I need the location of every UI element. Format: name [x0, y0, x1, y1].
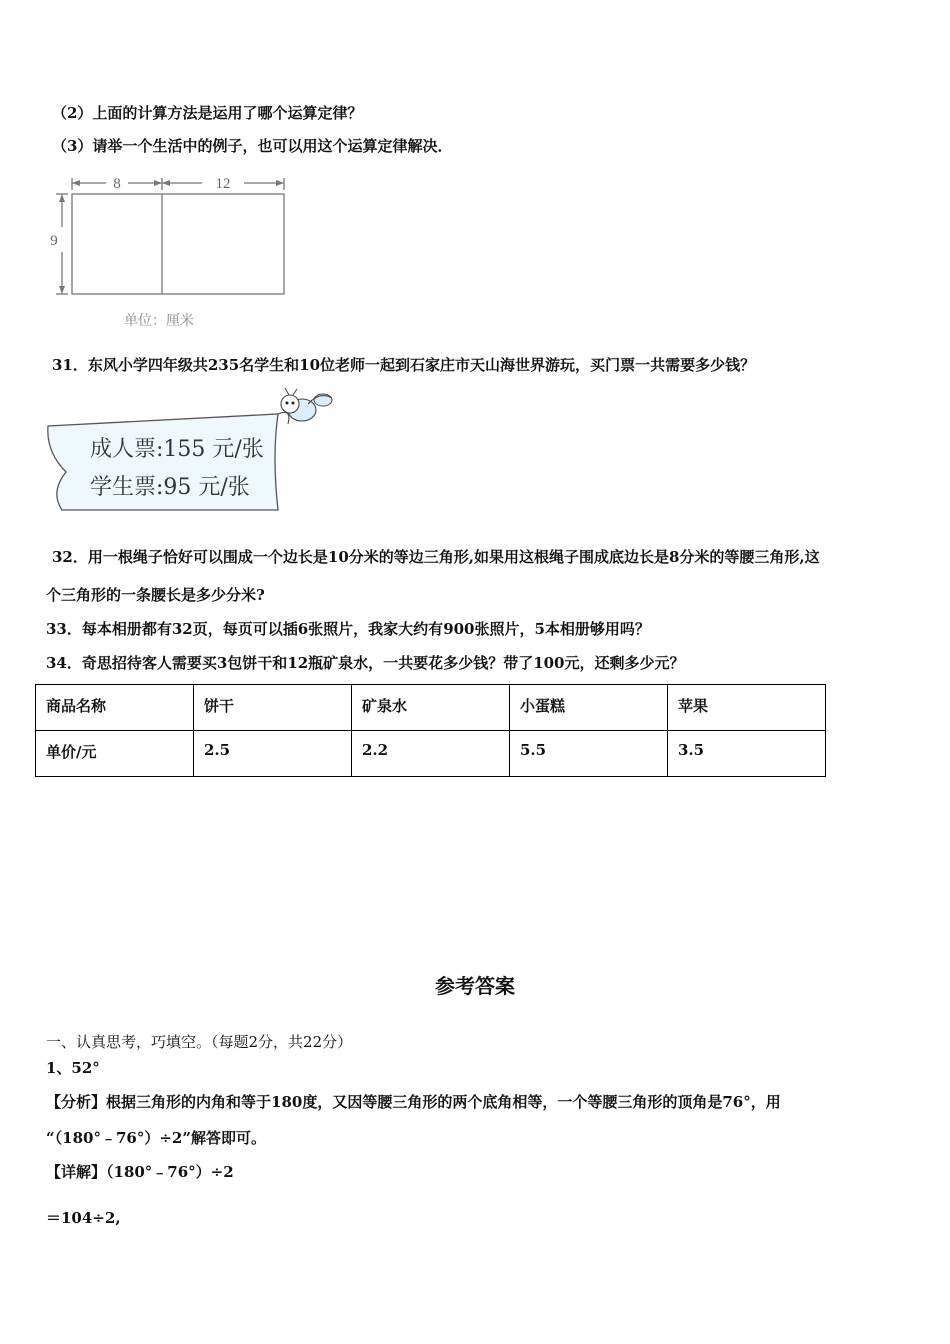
table-cell: 饼干	[194, 685, 352, 731]
table-cell: 2.2	[352, 731, 510, 777]
student-ticket-price: 学生票:95 元/张	[90, 475, 250, 500]
table-cell: 苹果	[668, 685, 826, 731]
question-31: 31．东风小学四年级共235名学生和10位老师一起到石家庄市天山海世界游玩，买门票一共需要多少钱？	[52, 356, 756, 374]
question-32-line-2: 个三角形的一条腰长是多少分米?	[46, 586, 265, 604]
table-row	[36, 685, 826, 731]
table-cell: 5.5	[510, 731, 668, 777]
height-label: 9	[50, 233, 58, 249]
rectangle-diagram	[44, 170, 294, 335]
table-cell: 商品名称	[36, 685, 194, 731]
question-33: 33．每本相册都有32页，每页可以插6张照片，我家大约有900张照片，5本相册够用吗？	[46, 620, 650, 638]
price-table	[35, 684, 826, 777]
width-label-right: 12	[215, 176, 231, 192]
answers-section-1: 一、认真思考，巧填空。（每题2分，共22分）	[46, 1033, 353, 1051]
question-30-part-2: （2）上面的计算方法是运用了哪个运算定律？	[52, 104, 363, 122]
answers-title: 参考答案	[435, 974, 515, 998]
adult-ticket-price: 成人票:155 元/张	[90, 437, 264, 462]
answer-step: ＝104÷2,	[46, 1209, 121, 1227]
table-row	[36, 731, 826, 777]
unit-label: 单位：厘米	[124, 313, 194, 329]
answer-1: 1、52°	[46, 1059, 100, 1077]
table-cell: 小蛋糕	[510, 685, 668, 731]
table-cell: 3.5	[668, 731, 826, 777]
ticket-price-sign	[40, 386, 345, 516]
answer-analysis-line-1: 【分析】根据三角形的内角和等于180度，又因等腰三角形的两个底角相等，一个等腰三角形的顶角是76°，用	[46, 1093, 781, 1111]
table-cell: 2.5	[194, 731, 352, 777]
question-30-part-3: （3）请举一个生活中的例子，也可以用这个运算定律解决．	[52, 137, 453, 155]
question-32-line-1: 32．用一根绳子恰好可以围成一个边长是10分米的等边三角形,如果用这根绳子围成底边长是8分米的等腰三角形,这	[52, 548, 820, 566]
table-cell: 单价/元	[36, 731, 194, 777]
table-cell: 矿泉水	[352, 685, 510, 731]
answer-detail: 【详解】（180°﹣76°）÷2	[46, 1163, 234, 1181]
question-34: 34．奇思招待客人需要买3包饼干和12瓶矿泉水，一共要花多少钱？带了100元，还剩多少元？	[46, 654, 685, 672]
answer-analysis-line-2: “（180°﹣76°）÷2”解答即可。	[46, 1129, 266, 1147]
width-label-left: 8	[113, 176, 121, 192]
